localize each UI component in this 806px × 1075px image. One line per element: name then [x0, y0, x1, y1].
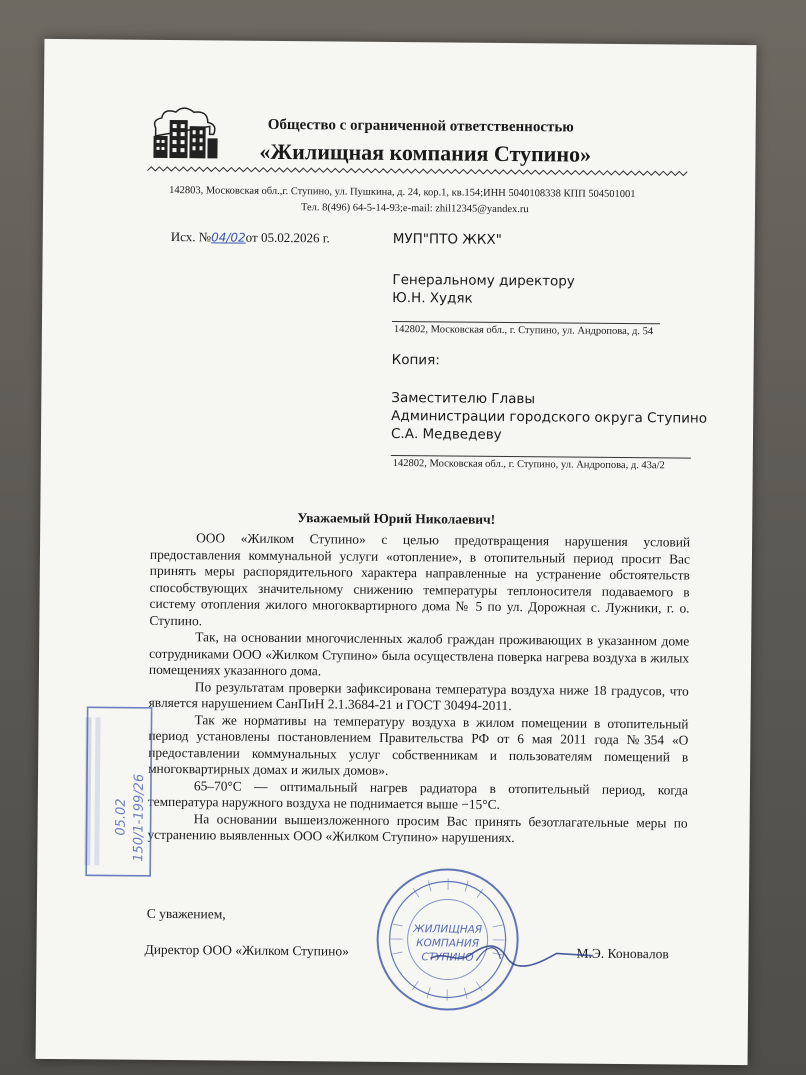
- recipient-position: Генеральному директору: [392, 271, 575, 290]
- closing-position: Директор ООО «Жилком Ступино»: [144, 941, 349, 959]
- body-paragraph: Так, на основании многочисленных жалоб граждан проживающих в указанном доме сотрудниками ООО «Жилком Ступино» была осуществлена поверка нагрева воздуха в жилых помещениях указанного дома.: [148, 629, 690, 679]
- stamp-date: 05.02: [113, 798, 129, 836]
- outgoing-number: 04/02: [211, 230, 246, 245]
- seal-line3: СТУПИНО: [421, 951, 474, 964]
- letterhead-address: 142803, Московская обл.,г. Ступино, ул. Пушкина, д. 24, кор.1, кв.154;ИНН 5040108338 КПП 504501001: [169, 185, 636, 201]
- stamp-number: 150/1-199/26: [131, 773, 148, 862]
- seal-line2: КОМПАНИЯ: [416, 937, 480, 950]
- recipient-address: 142802, Московская обл., г. Ступино, ул. Андропова, д. 54: [393, 323, 654, 338]
- copy-name: С.А. Медведеву: [390, 425, 502, 443]
- letterhead-contacts: Тел. 8(496) 64-5-14-93;e-mail: zhil12345@yandex.ru: [300, 202, 529, 216]
- letterhead-line1: Общество с ограниченной ответственностью: [267, 116, 574, 136]
- salutation: Уважаемый Юрий Николаевич!: [297, 510, 496, 527]
- closing-signer: М.Э. Коновалов: [576, 945, 669, 962]
- copy-org: Администрации городского округа Ступино: [391, 407, 708, 427]
- recipient-name: Ю.Н. Худяк: [392, 289, 473, 307]
- director-signature: [426, 930, 596, 971]
- copy-address: 142802, Московская обл., г. Ступино, ул. Андропова, д. 43а/2: [392, 457, 665, 472]
- building-logo-icon: [149, 106, 219, 161]
- outgoing-reference: [171, 229, 330, 246]
- body-paragraph: Так же нормативы на температуру воздуха в жилом помещении в отопительный период установлены постановлением Правительства РФ от 6 мая 2011 года №354 «О предоставлении коммунальных услуг собственникам и пользователям помещений в многоквартирных домах и жилых домов».: [148, 711, 689, 778]
- body-paragraph: ООО «Жилком Ступино» с целью предотвращения нарушения условий предоставления коммунальной услуги «отопление», в отопительный период просит Вас принять меры распорядительного характера направленные на устранение обстоятельств способствующих значительному снижению температуры теплоносителя подаваемого в систему отопления жилого многоквартирного дома № 5 по ул. Дорожная с. Лужники, г. о. Ступино.: [149, 530, 691, 628]
- closing-regards: С уважением,: [146, 905, 226, 922]
- registration-stamp: [84, 705, 153, 878]
- copy-position: Заместителю Главы: [391, 389, 536, 408]
- body-paragraph: По результатам проверки зафиксирована температура воздуха ниже 18 градусов, что является нарушением СанПиН 2.1.3684-21 и ГОСТ 30494-2011.: [148, 678, 689, 714]
- letterhead-company-name: «Жилищная компания Ступино»: [259, 138, 592, 167]
- letter-page: [36, 39, 757, 1065]
- body-paragraph: На основании вышеизложенного просим Вас принять безотлагательные меры по устранению выявленных ООО «Жилком Ступино» нарушениях.: [147, 810, 688, 846]
- body-paragraph: 65–70°C — оптимальный нагрев радиатора в отопительный период, когда температура наружного воздуха не поднимается выше −15°C.: [147, 777, 689, 812]
- letter-body: [147, 530, 690, 848]
- copy-label: Копия:: [391, 351, 440, 369]
- letterhead-divider: [147, 166, 687, 177]
- recipient-org: МУП"ПТО ЖКХ": [392, 230, 502, 248]
- seal-line1: ЖИЛИЩНАЯ: [413, 923, 483, 936]
- outgoing-date: от 05.02.2026 г.: [245, 229, 330, 246]
- outgoing-prefix: Исх. №: [170, 229, 212, 245]
